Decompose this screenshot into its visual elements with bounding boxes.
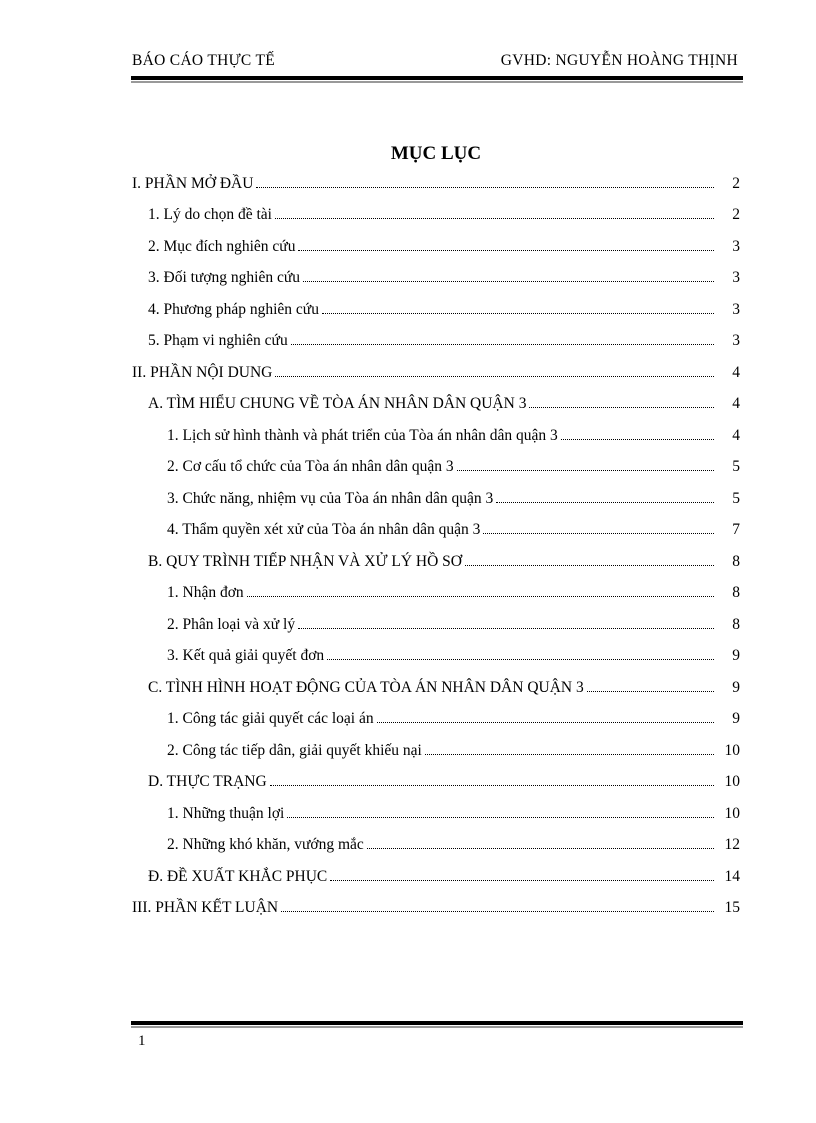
- toc-entry-text: Đ. ĐỀ XUẤT KHẮC PHỤC: [148, 867, 328, 885]
- toc-leader-dots: [483, 533, 714, 534]
- toc-entry-page: 9: [732, 678, 740, 696]
- toc-leader-dots: [367, 848, 714, 849]
- toc-entry[interactable]: [0, 702, 740, 734]
- toc-leader-dots: [256, 187, 714, 188]
- toc-entry-page: 2: [732, 206, 740, 223]
- toc-leader-dots: [529, 407, 714, 408]
- toc-entry-text: 2. Công tác tiếp dân, giải quyết khiếu nại: [167, 741, 422, 759]
- toc-leader-dots: [275, 376, 714, 377]
- toc-entry-text: 3. Chức năng, nhiệm vụ của Tòa án nhân dân quận 3: [167, 489, 494, 507]
- toc-leader-dots: [287, 817, 714, 818]
- toc-entry-text: III. PHẦN KẾT LUẬN: [132, 899, 279, 916]
- toc-leader-dots: [330, 880, 714, 881]
- toc-entry[interactable]: [0, 891, 740, 923]
- toc-entry-page: 14: [724, 867, 740, 885]
- toc-entry-text: 1. Lịch sử hình thành và phát triển của Tòa án nhân dân quận 3: [167, 426, 558, 444]
- toc-entry-text: 1. Những thuận lợi: [167, 804, 285, 822]
- toc-entry[interactable]: [0, 261, 740, 293]
- toc-entry-text: 2. Cơ cấu tổ chức của Tòa án nhân dân quận 3: [167, 458, 454, 475]
- toc-entry-text: II. PHẦN NỘI DUNG: [132, 363, 273, 381]
- toc-leader-dots: [327, 659, 714, 660]
- toc-entry-page: 3: [732, 300, 740, 318]
- page-title: MỤC LỤC: [390, 143, 482, 164]
- toc-entry[interactable]: [0, 576, 740, 608]
- toc-entry[interactable]: [0, 418, 740, 450]
- toc-entry[interactable]: [0, 229, 740, 261]
- toc-entry-text: 4. Thẩm quyền xét xử của Tòa án nhân dân quận 3: [167, 521, 481, 538]
- toc-entry-page: 2: [732, 174, 740, 192]
- toc-leader-dots: [377, 722, 714, 723]
- toc-leader-dots: [298, 628, 714, 629]
- toc-leader-dots: [270, 785, 714, 786]
- toc-entry-text: D. THỰC TRẠNG: [148, 773, 267, 790]
- toc-entry-page: 8: [732, 615, 740, 633]
- toc-entry-text: 3. Kết quả giải quyết đơn: [167, 647, 325, 664]
- toc-entry-text: C. TÌNH HÌNH HOẠT ĐỘNG CỦA TÒA ÁN NHÂN DÂN QUẬN 3: [148, 678, 584, 696]
- toc-leader-dots: [247, 596, 714, 597]
- toc-entry-page: 9: [732, 647, 740, 664]
- toc-entry[interactable]: [0, 828, 740, 860]
- toc-entry-page: 4: [732, 363, 740, 381]
- toc-entry-page: 10: [724, 773, 740, 790]
- toc-entry-text: B. QUY TRÌNH TIẾP NHẬN VÀ XỬ LÝ HỒ SƠ: [148, 552, 462, 570]
- toc-entry-page: 3: [732, 237, 740, 255]
- toc-entry[interactable]: [0, 607, 740, 639]
- toc-entry[interactable]: [0, 513, 740, 545]
- toc-entry-page: 4: [732, 426, 740, 444]
- toc-leader-dots: [496, 502, 714, 503]
- toc-entry-text: 2. Những khó khăn, vướng mắc: [167, 836, 364, 853]
- toc-entry[interactable]: [0, 387, 740, 419]
- toc-entry-text: 4. Phương pháp nghiên cứu: [148, 300, 319, 318]
- toc-entry-page: 12: [724, 836, 740, 853]
- toc-entry[interactable]: [0, 859, 740, 891]
- toc-entry-text: 1. Nhận đơn: [167, 584, 244, 601]
- toc-entry[interactable]: [0, 544, 740, 576]
- toc-entry[interactable]: [0, 450, 740, 482]
- toc-leader-dots: [561, 439, 714, 440]
- toc-entry-text: 2. Mục đích nghiên cứu: [148, 237, 296, 255]
- toc-entry-page: 9: [732, 710, 740, 727]
- toc-entry-page: 5: [732, 489, 740, 507]
- toc-leader-dots: [298, 250, 714, 251]
- toc-entry-page: 10: [724, 741, 740, 759]
- toc-entry[interactable]: [0, 166, 740, 198]
- toc-leader-dots: [275, 218, 714, 219]
- toc-entry[interactable]: [0, 324, 740, 356]
- toc-entry[interactable]: [0, 198, 740, 230]
- toc-entry-page: 8: [732, 552, 740, 570]
- toc-entry-text: A. TÌM HIỂU CHUNG VỀ TÒA ÁN NHÂN DÂN QUẬN 3: [148, 395, 527, 412]
- toc-leader-dots: [322, 313, 714, 314]
- toc-leader-dots: [425, 754, 714, 755]
- toc-entry-page: 15: [724, 899, 740, 916]
- toc-entry[interactable]: [0, 733, 740, 765]
- toc-entry-page: 7: [732, 521, 740, 538]
- toc-entry-text: 3. Đối tượng nghiên cứu: [148, 269, 300, 286]
- page-number: 1: [138, 1033, 146, 1049]
- toc-entry-text: 1. Lý do chọn đề tài: [148, 206, 272, 223]
- header-left: BÁO CÁO THỰC TẾ: [132, 52, 275, 69]
- footer-rule: [131, 1021, 743, 1025]
- toc-leader-dots: [303, 281, 714, 282]
- toc-leader-dots: [465, 565, 714, 566]
- toc-entry-text: 2. Phân loại và xử lý: [167, 615, 296, 633]
- toc-entry[interactable]: [0, 639, 740, 671]
- header-rule: [131, 76, 743, 80]
- toc-leader-dots: [291, 344, 714, 345]
- toc-leader-dots: [281, 911, 714, 912]
- toc-entry[interactable]: [0, 292, 740, 324]
- toc-entry[interactable]: [0, 796, 740, 828]
- toc-entry-page: 10: [724, 804, 740, 822]
- toc-entry[interactable]: [0, 355, 740, 387]
- toc-leader-dots: [587, 691, 714, 692]
- toc-entry-text: 5. Phạm vi nghiên cứu: [148, 332, 288, 349]
- toc-entry-page: 3: [732, 269, 740, 286]
- toc-entry-page: 8: [732, 584, 740, 601]
- header-right: GVHD: NGUYỄN HOÀNG THỊNH: [500, 52, 738, 69]
- toc-entry-page: 3: [732, 332, 740, 349]
- toc-entry-text: I. PHẦN MỞ ĐẦU: [132, 174, 254, 192]
- toc-entry-page: 4: [732, 395, 740, 412]
- toc-entry[interactable]: [0, 765, 740, 797]
- toc-entry-text: 1. Công tác giải quyết các loại án: [167, 710, 374, 727]
- toc-leader-dots: [457, 470, 714, 471]
- table-of-contents: [0, 166, 816, 922]
- toc-entry-page: 5: [732, 458, 740, 475]
- toc-entry[interactable]: [0, 481, 740, 513]
- toc-entry[interactable]: [0, 670, 740, 702]
